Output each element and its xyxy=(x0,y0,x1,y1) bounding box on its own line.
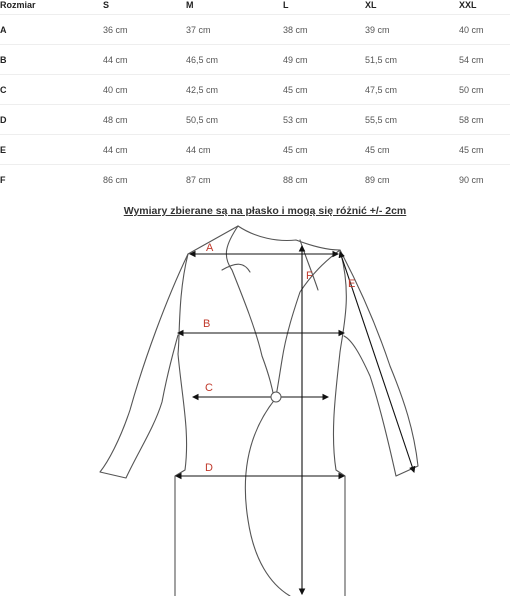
table-row xyxy=(0,45,510,75)
size-table xyxy=(0,0,510,194)
table-cell: 58 cm xyxy=(459,105,510,135)
table-cell: 45 cm xyxy=(283,135,365,165)
table-cell: 44 cm xyxy=(186,135,283,165)
right-lapel-outline xyxy=(238,226,340,396)
table-cell: 50 cm xyxy=(459,75,510,105)
header-xxl: XXL xyxy=(459,0,477,10)
table-cell: 51,5 cm xyxy=(365,45,459,75)
table-cell: 44 cm xyxy=(103,135,186,165)
table-cell: 48 cm xyxy=(103,105,186,135)
table-cell: 88 cm xyxy=(283,165,365,195)
table-cell: 50,5 cm xyxy=(186,105,283,135)
header-l: L xyxy=(283,0,289,10)
table-cell: 36 cm xyxy=(103,15,186,45)
table-cell: 87 cm xyxy=(186,165,283,195)
label-b: B xyxy=(203,318,211,330)
size-table-header xyxy=(0,0,510,15)
table-cell: 53 cm xyxy=(283,105,365,135)
front-hem-curve xyxy=(245,398,290,596)
table-cell: 44 cm xyxy=(103,45,186,75)
table-cell: 55,5 cm xyxy=(365,105,459,135)
left-lapel-outline xyxy=(226,226,274,398)
table-row xyxy=(0,75,510,105)
table-row xyxy=(0,135,510,165)
row-label: D xyxy=(0,105,103,135)
table-cell: 86 cm xyxy=(103,165,186,195)
table-cell: 45 cm xyxy=(365,135,459,165)
table-cell: 45 cm xyxy=(459,135,510,165)
table-cell: 46,5 cm xyxy=(186,45,283,75)
row-label: A xyxy=(0,15,103,45)
table-row xyxy=(0,165,510,195)
table-cell: 47,5 cm xyxy=(365,75,459,105)
label-a: A xyxy=(206,242,214,254)
table-cell: 40 cm xyxy=(459,15,510,45)
jacket-button xyxy=(271,392,281,402)
header-m: M xyxy=(186,0,194,10)
label-c: C xyxy=(205,382,213,394)
table-cell: 39 cm xyxy=(365,15,459,45)
header-size-label: Rozmiar xyxy=(0,0,36,10)
table-row xyxy=(0,105,510,135)
table-cell: 49 cm xyxy=(283,45,365,75)
table-cell: 42,5 cm xyxy=(186,75,283,105)
left-sleeve-outline xyxy=(100,254,188,478)
row-label: C xyxy=(0,75,103,105)
table-cell: 90 cm xyxy=(459,165,510,195)
table-cell: 45 cm xyxy=(283,75,365,105)
label-e: E xyxy=(348,278,356,290)
table-cell: 54 cm xyxy=(459,45,510,75)
header-xl: XL xyxy=(365,0,377,10)
jacket-diagram xyxy=(0,220,510,596)
table-cell: 38 cm xyxy=(283,15,365,45)
row-label: F xyxy=(0,165,103,195)
table-cell: 89 cm xyxy=(365,165,459,195)
row-label: B xyxy=(0,45,103,75)
table-cell: 37 cm xyxy=(186,15,283,45)
label-d: D xyxy=(205,462,213,474)
row-label: E xyxy=(0,135,103,165)
table-cell: 40 cm xyxy=(103,75,186,105)
label-f: F xyxy=(306,270,313,282)
jacket-body-outline xyxy=(175,226,346,596)
measurement-note: Wymiary zbierane są na płasko i mogą się różnić +/- 2cm xyxy=(123,205,407,217)
header-s: S xyxy=(103,0,110,10)
table-row xyxy=(0,15,510,45)
